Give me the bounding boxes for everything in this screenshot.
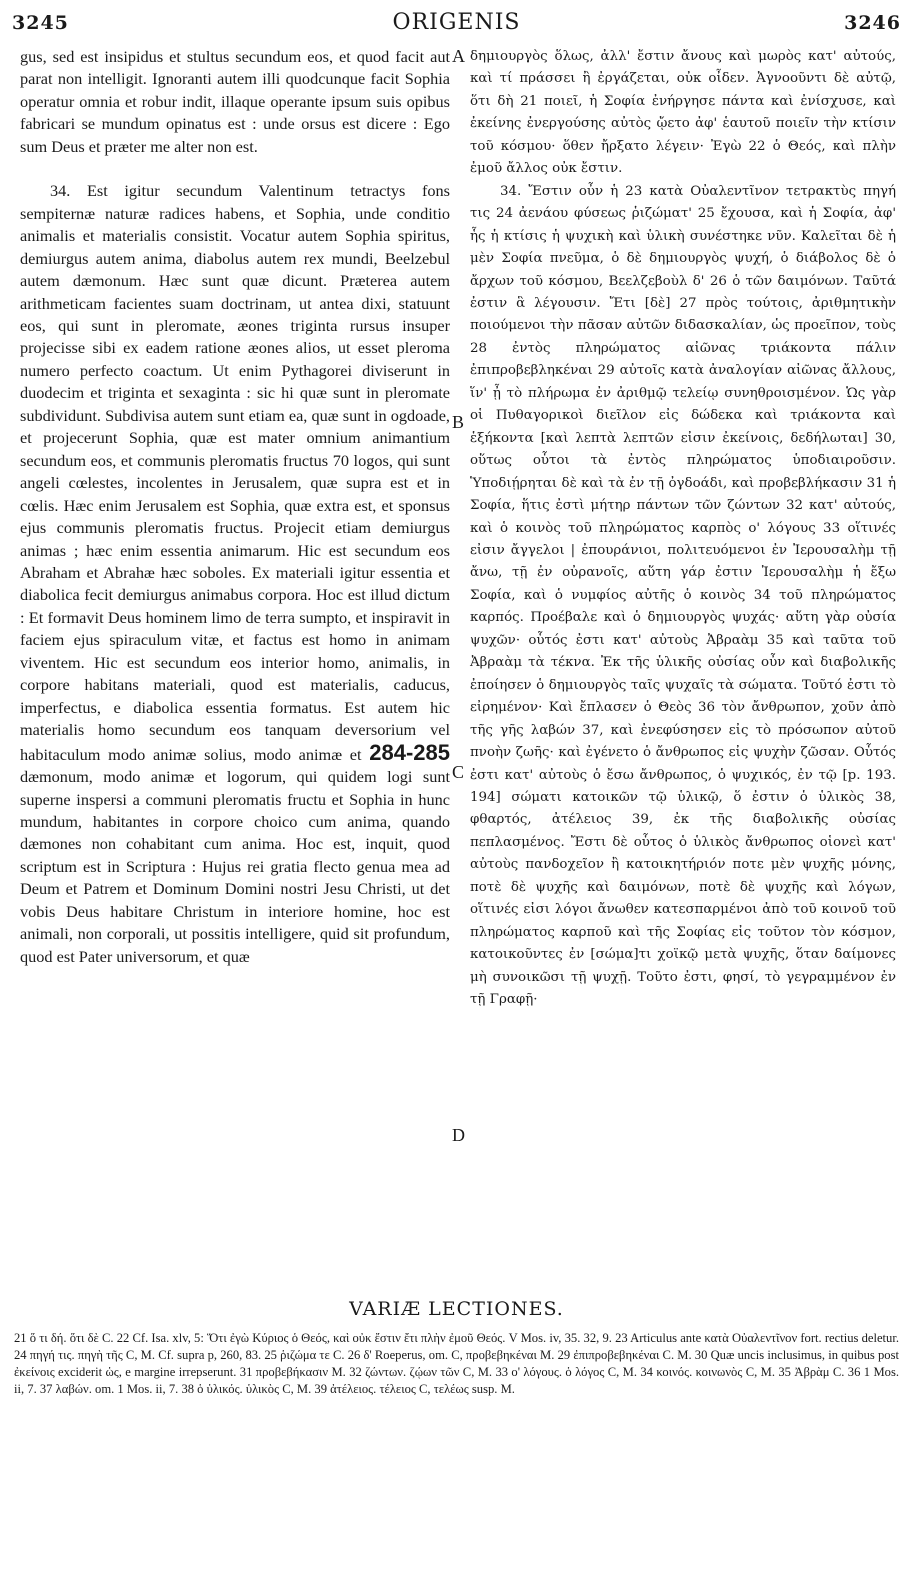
latin-paragraph-2-continuation: dæmonum, modo animæ et logorum, qui quidem logi sunt superne inspersi a communi pleromatis fructu et Sophia in hunc mundum, habitantes in corpore choico cum anima, quando dæmones non cohabitant cum anima. Hoc est, inquit, quod scriptum est in Scriptura : Hujus rei gratia flecto genua mea ad Deum et Patrem et Dominum Domini nostri Jesu Christi, ut det vobis Deus habitare Christum in interiore homine, hoc est animali, non corporali, ut possitis intelligere, quid sit profundum, quod est Pater universorum, et quæ [20, 767, 450, 966]
latin-paragraph-2 [20, 180, 450, 968]
running-title: ORIGENIS [392, 10, 521, 35]
latin-paragraph-2-text: 34. Est igitur secundum Valentinum tetractys fons sempiternæ naturæ radices habens, et Sophia, unde conditio animalis et materialis consistit. Vocatur autem Sophia spiritus, demiurgus autem anima, diabolus autem rex mundi, Beelzebul autem dæmonum. Hæc sunt quæ dicunt. Præterea autem arithmeticam facientes suam doctrinam, ut antea dixi, statuunt eos, qui sunt in pleromate, æones triginta rursus insuper projecisse sibi ex eadem ratione æones alios, ut esset pleroma numero perfecto coactum. Ut enim Pythagorei diviserunt in duodecim et triginta et sexaginta : sic hi quæ sunt in pleromate subdividunt. Subdivisa autem sunt etiam ea, quæ sunt in ogdoade, et projecerunt Sophia, quæ est mater omnium animantium secundum eos, et communis pleromatis fructus 70 logos, qui sunt angeli cœlestes, incolentes in Jerusalem, quæ supra est et in cœlis. Hæc enim Jerusalem est Sophia, quæ extra est, et sponsus ejus communis pleromatis fructus. Projecit etiam demiurgus animas ; hæc enim essentia animarum. Hic est secundum eos Abraham et Abrahæ hæc soboles. Ex materiali igitur essentia et diabolica fecit demiurgus animabus corpora. Hoc est illud dictum : Et formavit Deus hominem limo de terra sumpto, et inspiravit in faciem ejus spiraculum vitæ, et factus est homo in animam viventem. Hic est secundum eos interior homo, animalis, in corpore habitans materiali, quod est materialis, caducus, imperfectus, e diabolica essentia formatus. Est autem hic materialis homo secundum eos tanquam deversorium vel habitaculum modo animæ solius, modo animæ et [20, 181, 450, 764]
right-page-number: 3246 [844, 12, 901, 34]
greek-paragraph-1: δημιουργὸς ὅλως, ἀλλ' ἔστιν ἄνους καὶ μωρὸς κατ' αὐτούς, καὶ τί πράσσει ἢ ἐργάζεται, οὐκ οἶδεν. Ἀγνοοῦντι δὲ αὐτῷ, ὅτι δὴ 21 ποιεῖ, ἡ Σοφία ἐνήργησε πάντα καὶ ἐνίσχυσε, καὶ ἐκείνης ἐνεργούσης αὐτὸς ᾤετο ἀφ' ἑαυτοῦ ποιεῖν τὴν κτίσιν τοῦ κόσμου· ὅθεν ἤρξατο λέγειν· Ἐγὼ 22 ὁ Θεός, καὶ πλὴν ἐμοῦ ἄλλος οὐκ ἔστιν. [470, 49, 896, 177]
margin-letter-c: C [452, 762, 465, 782]
margin-letter-a: A [452, 46, 465, 66]
greek-column [470, 46, 896, 1011]
variae-lectiones-notes: 21 ὅ τι δή. ὅτι δὲ C. 22 Cf. Isa. xlv, 5: Ὅτι ἐγὼ Κύριος ὁ Θεός, καὶ οὐκ ἔστιν ἔτι πλὴν ἐμοῦ Θεός. V Mos. iv, 35. 32, 9. 23 Articulus ante κατὰ Οὐαλεντῖνον fort. rectius deletur. 24 πηγή τις. πηγὴ τῆς C, M. Cf. supra p, 260, 83. 25 ῥιζώμα τε C. 26 δ' Roeperus, om. C, προβεβηκέναι M. 29 ἐπιπροβεβηκέναι C. M. 30 Quæ uncis inclusimus, in quibus post ἐκείνοις exciderit ὡς, e margine irrepserunt. 31 προβεβήκασιν M. 32 ζώντων. ζῴων τῶν C, M. 33 ο' λόγους. ὁ λόγος C, M. 34 κοινός. κοινωνὸς C, M. 35 Ἀβρὰμ C. 36 1 Mos. ii, 7. 37 λαβών. om. 1 Mos. ii, 7. 38 ὁ ὑλικός. ὑλικὸς C, M. 39 ἀτέλειος. τέλειος C, τελέως susp. M. [14, 1331, 899, 1396]
margin-letter-b: B [452, 412, 465, 432]
running-header [0, 8, 913, 40]
margin-letter-d: D [452, 1125, 465, 1145]
column-number: 284-285 [369, 739, 451, 765]
variae-lectiones-heading: VARIÆ LECTIONES. [349, 1298, 564, 1320]
latin-paragraph-1: gus, sed est insipidus et stultus secundum eos, et quod facit aut parat non intelligit. Ignoranti autem illi quodcunque facit Sophia operatur omnia et robur indit, illaque operante ipsum suis opibus fabricari se mundum opinatus est : unde orsus est dicere : Ego sum Deus et præter me alter non est. [20, 47, 450, 156]
greek-paragraph-2: 34. Ἔστιν οὖν ἡ 23 κατὰ Οὐαλεντῖνον τετρακτὺς πηγή τις 24 ἀενάου φύσεως ῥιζώματ' 25 ἔχουσα, καὶ ἡ Σοφία, ἀφ' ἧς ἡ κτίσις ἡ ψυχικὴ καὶ ὑλικὴ συνέστηκε νῦν. Καλεῖται δὲ ἡ μὲν Σοφία πνεῦμα, ὁ δὲ δημιουργὸς ψυχή, ὁ διάβολος δὲ ὁ ἄρχων τοῦ κόσμου, Βεελζεβοὺλ δ' 26 ὁ τῶν δαιμόνων. Ταῦτά ἐστιν ἃ λέγουσιν. Ἔτι [δὲ] 27 πρὸς τούτοις, ἀριθμητικὴν ποιούμενοι τὴν πᾶσαν αὐτῶν διδασκαλίαν, ὡς προεῖπον, τοὺς 28 ἐντὸς πληρώματος αἰῶνας τριάκοντα πάλιν ἐπιπροβεβληκέναι 29 αὐτοῖς κατὰ ἀναλογίαν αἰῶνας ἄλλους, ἵν' ᾖ τὸ πλήρωμα ἐν ἀριθμῷ τελείῳ συνηθροισμένον. Ὡς γὰρ οἱ Πυθαγορικοὶ διεῖλον εἰς δώδεκα καὶ τριάκοντα καὶ ἑξήκοντα [καὶ λεπτὰ λεπτῶν εἰσιν ἐκείνοις, δεδήλωται] 30, οὕτως οὗτοι τὰ ἐντὸς πληρώματος ὑποδιαιροῦσιν. Ὑποδιῄρηται δὲ καὶ τὰ ἐν τῇ ὀγδοάδι, καὶ προβεβλήκασιν 31 ἡ Σοφία, ἥτις ἐστὶ μήτηρ πάντων τῶν ζώντων 32 κατ' αὐτούς, καὶ ὁ κοινὸς τοῦ πληρώματος καρπὸς ο' λόγους 33 οἵτινές εἰσιν ἄγγελοι | ἐπουράνιοι, πολιτευόμενοι ἐν Ἰερουσαλὴμ τῇ ἄνω, τῇ ἐν οὐρανοῖς, αὕτη γάρ ἐστιν Ἰερουσαλὴμ ἡ ἔξω Σοφία, καὶ ὁ νυμφίος αὐτῆς ὁ κοινὸς 34 τοῦ πληρώματος καρπός. Προέβαλε καὶ ὁ δημιουργὸς ψυχάς· αὕτη γὰρ οὐσία ψυχῶν· οὗτός ἐστι κατ' αὐτοὺς Ἀβραὰμ 35 καὶ ταῦτα τοῦ Ἀβραὰμ τὰ τέκνα. Ἐκ τῆς ὑλικῆς οὐσίας οὖν καὶ διαβολικῆς ἐποίησεν ὁ δημιουργὸς ταῖς ψυχαῖς τὰ σώματα. Τοῦτό ἐστι τὸ εἰρημένον· Καὶ ἔπλασεν ὁ Θεὸς 36 τὸν ἄνθρωπον, χοῦν ἀπὸ τῆς γῆς λαβών 37, καὶ ἐνεφύσησεν εἰς τὸ πρόσωπον αὐτοῦ πνοὴν ζωῆς· καὶ ἐγένετο ὁ ἄνθρωπος εἰς ψυχὴν ζῶσαν. Οὗτός ἐστι κατ' αὐτοὺς ὁ ἔσω ἄνθρωπος, ὁ ψυχικός, ἐν τῷ [p. 193. 194] σώματι κατοικῶν τῷ ὑλικῷ, ὅ ἐστιν ὁ ὑλικὸς 38, φθαρτός, ἀτέλειος 39, ἐκ τῆς διαβολικῆς οὐσίας πεπλασμένος. Ἔστι δὲ οὗτος ὁ ὑλικὸς ἄνθρωπος οἱονεὶ κατ' αὐτοὺς πανδοχεῖον ἢ κατοικητήριόν ποτε μὲν ψυχῆς μόνης, ποτὲ δὲ ψυχῆς καὶ δαιμόνων, ποτὲ δὲ ψυχῆς καὶ λόγων, οἵτινές εἰσι λόγοι ἄνωθεν κατεσπαρμένοι ἀπὸ τοῦ κοινοῦ τοῦ πληρώματος καρποῦ καὶ τῆς Σοφίας εἰς τοῦτον τὸν κόσμον, κατοικοῦντες ἐν [σώμα]τι χοϊκῷ μετὰ ψυχῆς, ὅταν δαίμονες μὴ συνοικῶσι τῇ ψυχῇ. Τοῦτο ἐστι, φησί, τὸ γεγραμμένον ἐν τῇ Γραφῇ· [470, 183, 896, 1008]
latin-column [20, 46, 450, 968]
left-page-number: 3245 [12, 12, 69, 34]
